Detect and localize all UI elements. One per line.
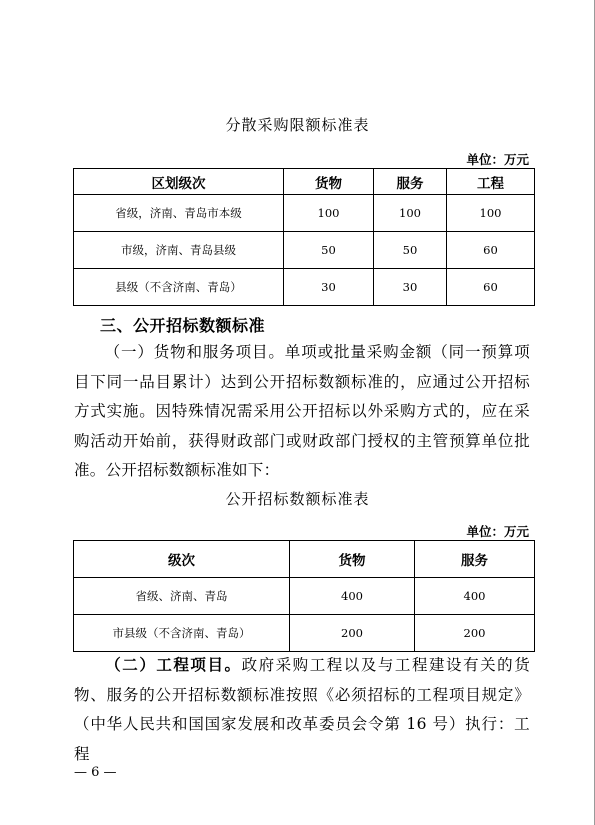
table2-cell-services: 200	[415, 615, 535, 652]
section-heading: 三、公开招标数额标准	[100, 316, 266, 335]
table2-cell-goods: 200	[290, 615, 415, 652]
table1-cell-goods: 30	[284, 269, 374, 306]
table-row	[74, 232, 535, 269]
table2-cell-goods: 400	[290, 578, 415, 615]
table1-header-region: 区划级次	[74, 169, 284, 195]
table1-limit-standards	[73, 168, 535, 306]
table1-header-engineering: 工程	[447, 169, 535, 195]
table1-cell-services: 50	[374, 232, 447, 269]
table1-cell-region: 市级，济南、青岛县级	[74, 232, 284, 269]
table-row	[74, 195, 535, 232]
table2-title: 公开招标数额标准表	[225, 490, 370, 508]
table1-cell-services: 100	[374, 195, 447, 232]
table1-header-services: 服务	[374, 169, 447, 195]
table2-cell-services: 400	[415, 578, 535, 615]
table2-header-services: 服务	[415, 541, 535, 578]
table2-unit: 单位：万元	[466, 524, 529, 539]
table1-header-row	[74, 169, 535, 195]
page-number: — 6 —	[74, 765, 117, 780]
table1-cell-engineering: 60	[447, 269, 535, 306]
table2-header-row	[74, 541, 535, 578]
paragraph-goods-services	[74, 338, 530, 486]
table1-header-goods: 货物	[284, 169, 374, 195]
table1-cell-services: 30	[374, 269, 447, 306]
table1-cell-engineering: 100	[447, 195, 535, 232]
table1-cell-region: 县级（不含济南、青岛）	[74, 269, 284, 306]
paragraph-goods-services-text: （一）货物和服务项目。单项或批量采购金额（同一预算项目下同一品目累计）达到公开招标数额标准的，应通过公开招标方式实施。因特殊情况需采用公开招标以外采购方式的，应在采购活动开始前，获得财政部门或财政部门授权的主管预算单位批准。公开招标数额标准如下：	[74, 343, 530, 479]
table1-cell-region: 省级，济南、青岛市本级	[74, 195, 284, 232]
table1-unit: 单位：万元	[466, 152, 529, 167]
table1-title: 分散采购限额标准表	[225, 116, 370, 134]
table1-cell-engineering: 60	[447, 232, 535, 269]
table-row	[74, 615, 535, 652]
table-row	[74, 269, 535, 306]
table1-cell-goods: 50	[284, 232, 374, 269]
paragraph-engineering-text: 政府采购工程以及与工程建设有关的货物、服务的公开招标数额标准按照《必须招标的工程项目规定》（中华人民共和国国家发展和改革委员会令第 16 号）执行：工程	[74, 656, 530, 763]
table-row	[74, 578, 535, 615]
table1-cell-goods: 100	[284, 195, 374, 232]
table2-header-goods: 货物	[290, 541, 415, 578]
table2-header-level: 级次	[74, 541, 290, 578]
table2-public-bidding-standards	[73, 540, 535, 652]
table2-cell-level: 市县级（不含济南、青岛）	[74, 615, 290, 652]
paragraph-engineering-lead: （二）工程项目。	[104, 656, 242, 674]
paragraph-engineering	[74, 651, 530, 769]
table2-cell-level: 省级、济南、青岛	[74, 578, 290, 615]
